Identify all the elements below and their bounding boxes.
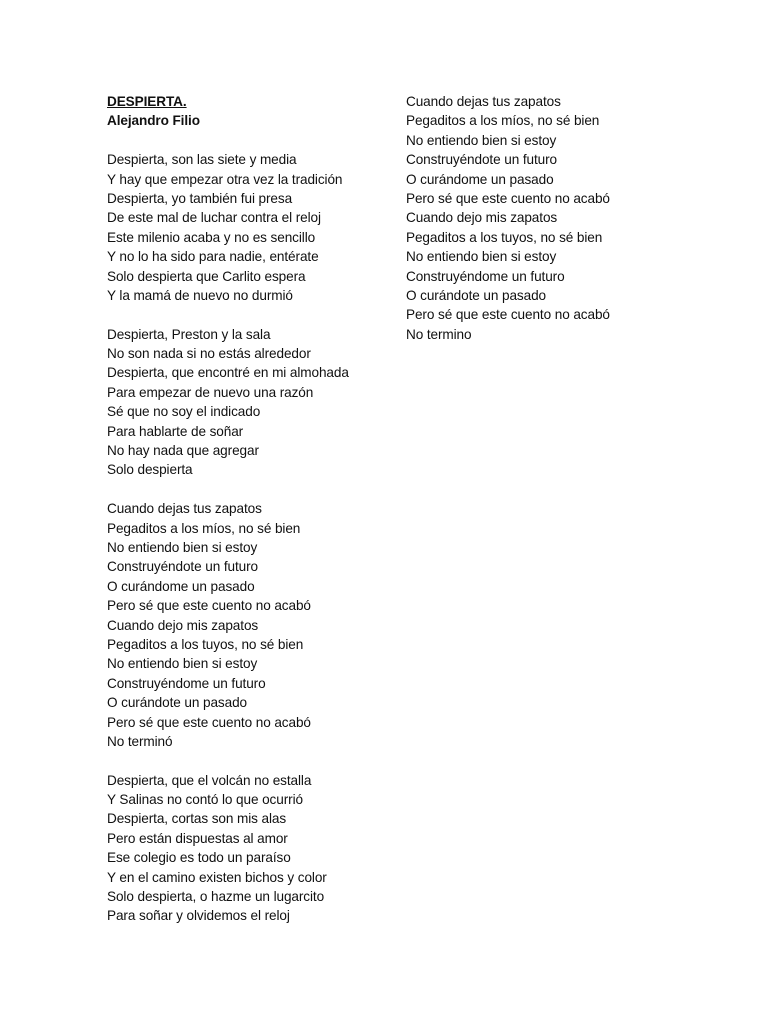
lyric-line: Y en el camino existen bichos y color [107, 869, 327, 885]
lyric-line: Y no lo ha sido para nadie, entérate [107, 249, 319, 265]
song-title: DESPIERTA. [107, 94, 187, 109]
lyric-line: Para hablarte de soñar [107, 423, 244, 439]
lyric-line: Este milenio acaba y no es sencillo [107, 229, 316, 245]
lyric-line: Ese colegio es todo un paraíso [107, 850, 291, 866]
lyric-line: Pero sé que este cuento no acabó [406, 307, 610, 323]
lyric-line: Construyéndote un futuro [107, 559, 259, 575]
lyric-line: Pegaditos a los míos, no sé bien [406, 113, 600, 129]
lyric-line: No hay nada que agregar [107, 443, 259, 459]
lyric-line: Solo despierta que Carlito espera [107, 268, 306, 284]
lyric-line: Para empezar de nuevo una razón [107, 384, 314, 400]
lyric-line: No entiendo bien si estoy [406, 132, 557, 148]
lyric-line: Cuando dejo mis zapatos [406, 210, 558, 226]
lyric-line: O curándome un pasado [107, 578, 255, 594]
stanza [107, 771, 349, 926]
lyric-line: Construyéndome un futuro [107, 675, 266, 691]
lyric-line: Y hay que empezar otra vez la tradición [107, 171, 343, 187]
lyric-line: Pero sé que este cuento no acabó [107, 598, 311, 614]
lyric-line: Cuando dejo mis zapatos [107, 617, 259, 633]
lyric-line: De este mal de luchar contra el reloj [107, 210, 321, 226]
lyric-line: Y la mamá de nuevo no durmió [107, 287, 293, 303]
stanza-gap [107, 305, 349, 324]
lyric-line: Despierta, cortas son mis alas [107, 811, 287, 827]
lyric-line: No entiendo bien si estoy [107, 539, 258, 555]
lyric-line: Pegaditos a los tuyos, no sé bien [406, 229, 603, 245]
lyric-line: Pegaditos a los tuyos, no sé bien [107, 636, 304, 652]
lyric-line: Y Salinas no contó lo que ocurrió [107, 792, 303, 808]
lyric-line: Pegaditos a los míos, no sé bien [107, 520, 301, 536]
lyric-line: No terminó [107, 733, 173, 749]
lyric-line: No termino [406, 326, 472, 342]
lyric-line: Pero sé que este cuento no acabó [107, 714, 311, 730]
stanza-gap [107, 480, 349, 499]
lyric-line: Solo despierta [107, 462, 193, 478]
lyric-line: O curándote un pasado [107, 695, 247, 711]
lyric-line: Pero sé que este cuento no acabó [406, 190, 610, 206]
right-column [406, 92, 610, 344]
lyric-line: Cuando dejas tus zapatos [406, 94, 561, 109]
lyric-line: Para soñar y olvidemos el reloj [107, 908, 290, 924]
song-author: Alejandro Filio [107, 113, 200, 129]
lyric-line: Construyéndote un futuro [406, 152, 558, 168]
lyric-line: Construyéndome un futuro [406, 268, 565, 284]
lyric-line: Sé que no soy el indicado [107, 404, 261, 420]
lyric-line: Cuando dejas tus zapatos [107, 501, 262, 517]
lyric-line: Despierta, que el volcán no estalla [107, 772, 312, 788]
stanza-gap [107, 751, 349, 770]
lyric-line: Despierta, Preston y la sala [107, 326, 271, 342]
left-stanzas [107, 150, 349, 926]
left-column [107, 92, 349, 926]
lyric-line: No entiendo bien si estoy [107, 656, 258, 672]
lyric-line: Despierta, son las siete y media [107, 152, 297, 168]
stanza-gap [107, 131, 349, 150]
stanza [107, 499, 349, 751]
right-lines [406, 92, 610, 344]
lyric-line: Despierta, que encontré en mi almohada [107, 365, 349, 381]
lyric-line: O curándome un pasado [406, 171, 554, 187]
lyric-line: Despierta, yo también fui presa [107, 190, 293, 206]
lyric-line: O curándote un pasado [406, 287, 546, 303]
lyric-line: Solo despierta, o hazme un lugarcito [107, 889, 325, 905]
lyric-line: Pero están dispuestas al amor [107, 830, 288, 846]
stanza [107, 150, 349, 305]
lyric-line: No entiendo bien si estoy [406, 249, 557, 265]
lyric-line: No son nada si no estás alrededor [107, 346, 311, 362]
stanza [107, 325, 349, 480]
